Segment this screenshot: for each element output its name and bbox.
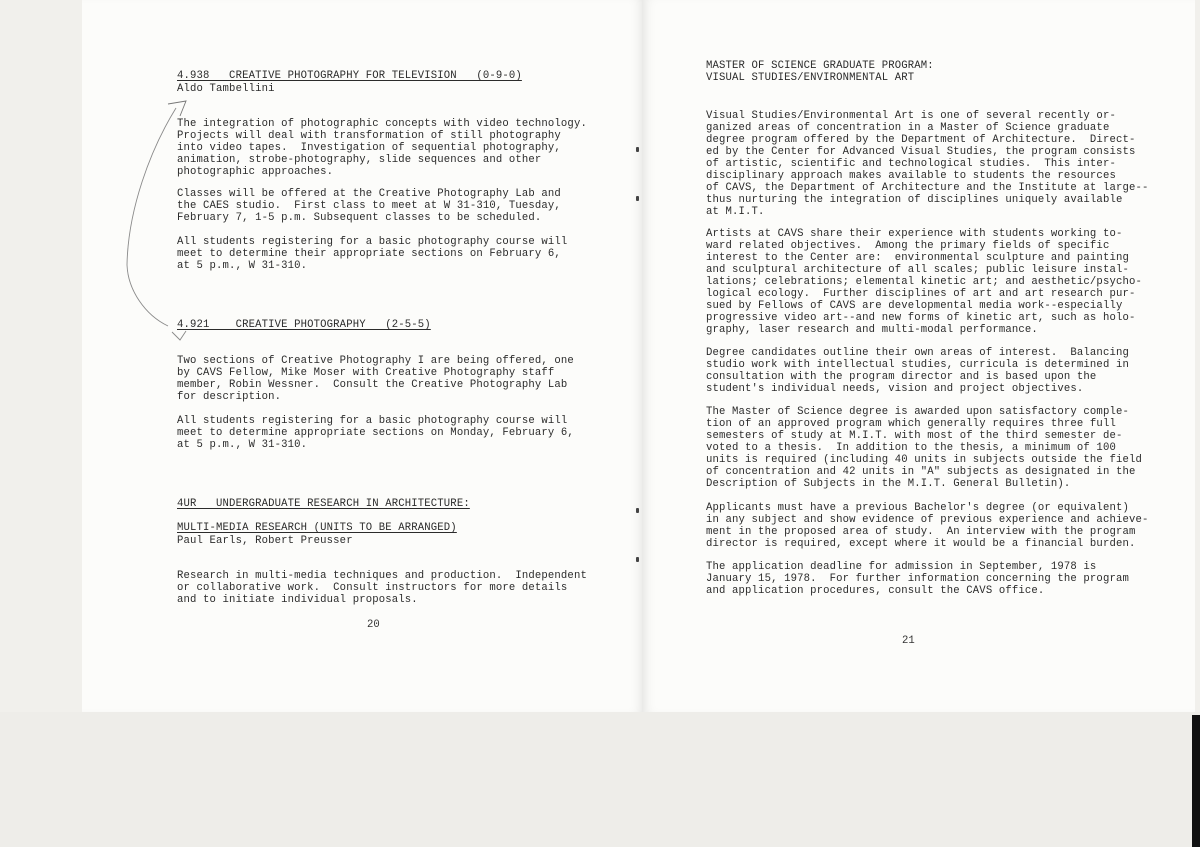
text-line: Artists at CAVS share their experience with students working to- [706, 228, 1123, 240]
title-line: MASTER OF SCIENCE GRADUATE PROGRAM: [706, 60, 934, 72]
text-line: and to initiate individual proposals. [177, 594, 418, 606]
text-line: The application deadline for admission in September, 1978 is [706, 561, 1097, 573]
text-line: of artistic, scientific and technological studies. This inter- [706, 158, 1116, 170]
text-line: animation, strobe-photography, slide sequences and other [177, 154, 542, 166]
text-line: thus nurturing the integration of disciplines uniquely available [706, 194, 1123, 206]
text-line: member, Robin Wessner. Consult the Creative Photography Lab [177, 379, 568, 391]
text-line: at 5 p.m., W 31-310. [177, 260, 308, 272]
binding-staple-mark [636, 147, 639, 152]
text-line: lations; celebrations; elemental kinetic art; and aesthetic/psycho- [706, 276, 1142, 288]
text-line: studio work with intellectual studies, curricula is determined in [706, 359, 1129, 371]
text-line: for description. [177, 391, 282, 403]
pen-bracket-line [127, 108, 176, 326]
text-line: February 7, 1-5 p.m. Subsequent classes to be scheduled. [177, 212, 542, 224]
binding-staple-mark [636, 557, 639, 562]
text-line: logical ecology. Further disciplines of art and art research pur- [706, 288, 1136, 300]
text-line: degree program offered by the Department of Architecture. Direct- [706, 134, 1136, 146]
text-line: photographic approaches. [177, 166, 334, 178]
page-number-right: 21 [902, 635, 915, 647]
text-line: meet to determine their appropriate sections on February 6, [177, 248, 561, 260]
text-line: of concentration and 42 units in "A" subjects as designated in the [706, 466, 1136, 478]
text-line: ganized areas of concentration in a Master of Science graduate [706, 122, 1110, 134]
text-line: the CAES studio. First class to meet at W 31-310, Tuesday, [177, 200, 561, 212]
binding-staple-mark [636, 508, 639, 513]
title-line: VISUAL STUDIES/ENVIRONMENTAL ART [706, 72, 915, 84]
text-line: Description of Subjects in the M.I.T. General Bulletin). [706, 478, 1071, 490]
text-line: voted to a thesis. In addition to the thesis, a minimum of 100 [706, 442, 1116, 454]
text-line: ed by the Center for Advanced Visual Studies, the program consists [706, 146, 1136, 158]
text-line: semesters of study at M.I.T. with most of the third semester de- [706, 430, 1123, 442]
text-line: disciplinary approach makes available to students the resources [706, 170, 1116, 182]
text-line: and application procedures, consult the CAVS office. [706, 585, 1045, 597]
page-number-left: 20 [367, 619, 380, 631]
course-4921-heading: 4.921 CREATIVE PHOTOGRAPHY (2-5-5) [177, 319, 431, 331]
text-line: units is required (including 40 units in subjects outside the field [706, 454, 1142, 466]
text-line: Classes will be offered at the Creative Photography Lab and [177, 188, 561, 200]
text-line: All students registering for a basic photography course will [177, 236, 568, 248]
text-line: tion of an approved program which generally requires three full [706, 418, 1116, 430]
text-line: into video tapes. Investigation of sequential photography, [177, 142, 561, 154]
text-line: The integration of photographic concepts with video technology. [177, 118, 587, 130]
course-4ur-heading: 4UR UNDERGRADUATE RESEARCH IN ARCHITECTURE: [177, 498, 470, 510]
text-line: director is required, except where it would be a financial burden. [706, 538, 1136, 550]
course-4938-instructor: Aldo Tambellini [177, 83, 275, 95]
text-line: ward related objectives. Among the primary fields of specific [706, 240, 1110, 252]
text-line: graphy, laser research and multi-modal performance. [706, 324, 1038, 336]
course-4938-heading: 4.938 CREATIVE PHOTOGRAPHY FOR TELEVISION (0-9-0) [177, 70, 522, 82]
text-line: Degree candidates outline their own areas of interest. Balancing [706, 347, 1129, 359]
text-line: Visual Studies/Environmental Art is one of several recently or- [706, 110, 1116, 122]
text-line: January 15, 1978. For further information concerning the program [706, 573, 1129, 585]
text-line: sued by Fellows of CAVS are developmental media work--especially [706, 300, 1123, 312]
text-line: All students registering for a basic photography course will [177, 415, 568, 427]
text-line: in any subject and show evidence of previous experience and achieve- [706, 514, 1149, 526]
text-line: or collaborative work. Consult instructors for more details [177, 582, 568, 594]
text-line: Projects will deal with transformation of still photography [177, 130, 561, 142]
text-line: meet to determine appropriate sections on Monday, February 6, [177, 427, 574, 439]
text-line: student's individual needs, vision and project objectives. [706, 383, 1084, 395]
pen-check-mark [172, 331, 186, 340]
text-line: at 5 p.m., W 31-310. [177, 439, 308, 451]
text-line: ment in the proposed area of study. An interview with the program [706, 526, 1136, 538]
binding-staple-mark [636, 196, 639, 201]
text-line: interest to the Center are: environmental sculpture and painting [706, 252, 1129, 264]
text-line: consultation with the program director and is based upon the [706, 371, 1097, 383]
text-line: by CAVS Fellow, Mike Moser with Creative Photography staff [177, 367, 555, 379]
text-line: Research in multi-media techniques and production. Independent [177, 570, 587, 582]
pen-tick-mark [168, 101, 186, 116]
text-line: The Master of Science degree is awarded upon satisfactory comple- [706, 406, 1129, 418]
text-line: and sculptural architecture of all scales; public leisure instal- [706, 264, 1129, 276]
text-line: progressive video art--and new forms of kinetic art, such as holo- [706, 312, 1136, 324]
text-line: of CAVS, the Department of Architecture and the Institute at large-- [706, 182, 1149, 194]
text-line: at M.I.T. [706, 206, 765, 218]
course-4ur-subheading: MULTI-MEDIA RESEARCH (UNITS TO BE ARRANGED) [177, 522, 457, 534]
text-line: Two sections of Creative Photography I are being offered, one [177, 355, 574, 367]
course-4ur-instructors: Paul Earls, Robert Preusser [177, 535, 353, 547]
text-line: Applicants must have a previous Bachelor's degree (or equivalent) [706, 502, 1129, 514]
